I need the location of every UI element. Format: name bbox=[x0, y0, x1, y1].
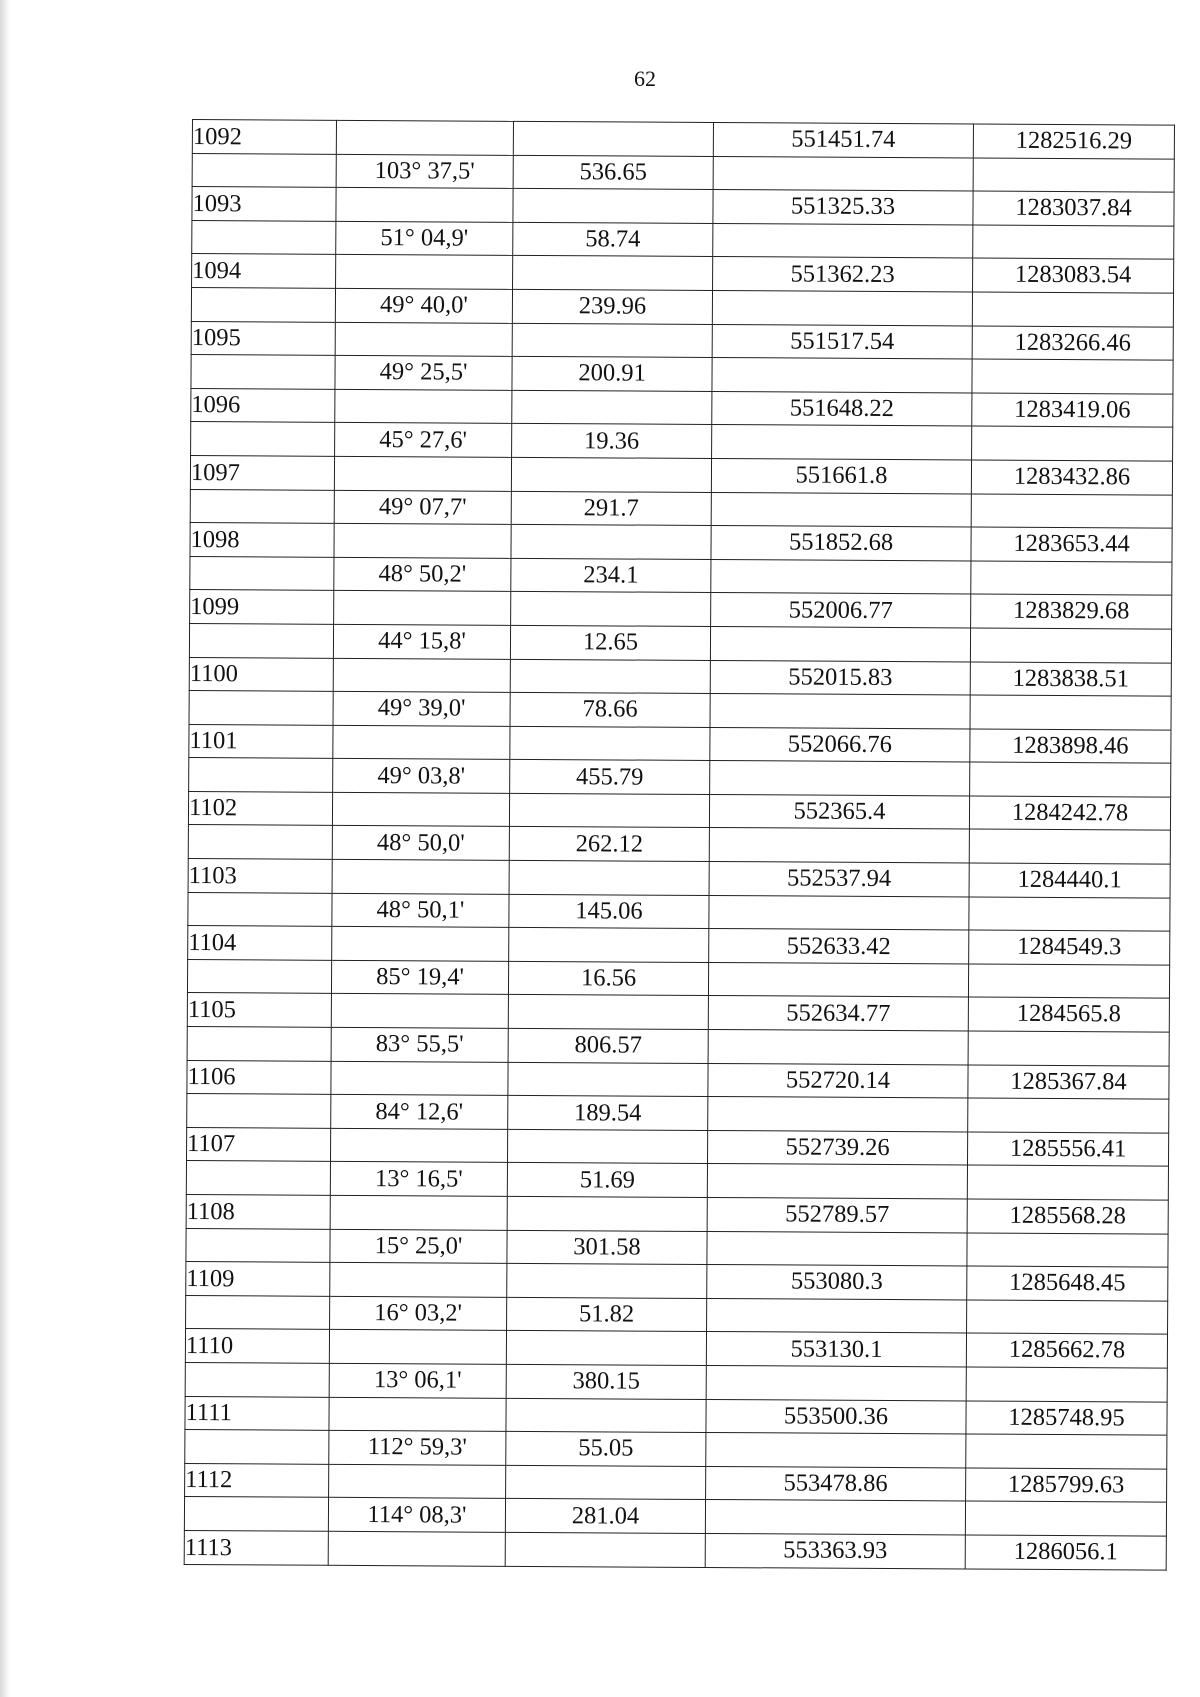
segment-row bbox=[189, 691, 1171, 730]
point-number-cell: 1102 bbox=[188, 791, 332, 825]
x-coordinate-cell: 552015.83 bbox=[710, 660, 970, 695]
segment-row bbox=[186, 1295, 1168, 1334]
y-coordinate-cell bbox=[967, 1300, 1168, 1335]
direction-angle-cell: 51° 04,9' bbox=[336, 221, 513, 256]
y-coordinate-cell: 1283898.46 bbox=[970, 729, 1171, 764]
direction-angle-cell bbox=[330, 1263, 507, 1298]
y-coordinate-cell: 1285367.84 bbox=[968, 1065, 1169, 1100]
point-number-cell: 1097 bbox=[190, 455, 334, 489]
direction-angle-cell bbox=[330, 1128, 507, 1163]
point-number-cell bbox=[190, 556, 334, 590]
direction-angle-cell bbox=[335, 322, 512, 357]
x-coordinate-cell bbox=[711, 492, 971, 527]
segment-row bbox=[191, 422, 1173, 461]
segment-row bbox=[185, 1430, 1167, 1469]
y-coordinate-cell: 1283037.84 bbox=[973, 191, 1174, 226]
y-coordinate-cell bbox=[971, 494, 1172, 529]
direction-angle-cell bbox=[333, 725, 510, 760]
point-number-cell: 1099 bbox=[190, 590, 334, 624]
point-row bbox=[185, 1463, 1167, 1502]
point-number-cell bbox=[189, 758, 333, 792]
segment-row bbox=[186, 1228, 1168, 1267]
direction-angle-cell bbox=[333, 658, 510, 693]
point-number-cell: 1098 bbox=[190, 523, 334, 557]
point-number-cell: 1113 bbox=[184, 1530, 328, 1564]
y-coordinate-cell: 1283838.51 bbox=[970, 661, 1171, 696]
distance-cell bbox=[513, 189, 713, 224]
distance-cell: 200.91 bbox=[512, 357, 712, 392]
distance-cell bbox=[510, 659, 710, 694]
page-number: 62 bbox=[634, 66, 656, 91]
point-number-cell: 1094 bbox=[192, 254, 336, 288]
y-coordinate-cell bbox=[972, 359, 1173, 394]
y-coordinate-cell: 1284440.1 bbox=[969, 863, 1170, 898]
y-coordinate-cell bbox=[972, 426, 1173, 461]
direction-angle-cell: 85° 19,4' bbox=[331, 960, 508, 995]
direction-angle-cell: 103° 37,5' bbox=[336, 154, 513, 189]
direction-angle-cell: 49° 07,7' bbox=[334, 490, 511, 525]
y-coordinate-cell bbox=[971, 561, 1172, 596]
distance-cell bbox=[512, 390, 712, 425]
y-coordinate-cell: 1284242.78 bbox=[969, 796, 1170, 831]
y-coordinate-cell bbox=[966, 1434, 1167, 1469]
segment-row bbox=[191, 355, 1173, 394]
point-row bbox=[192, 187, 1174, 226]
x-coordinate-cell bbox=[712, 425, 972, 460]
distance-cell: 16.56 bbox=[508, 961, 708, 996]
x-coordinate-cell: 551852.68 bbox=[711, 526, 971, 561]
distance-cell bbox=[509, 793, 709, 828]
y-coordinate-cell: 1285799.63 bbox=[966, 1468, 1167, 1503]
direction-angle-cell bbox=[336, 120, 513, 155]
segment-row bbox=[184, 1497, 1166, 1536]
distance-cell bbox=[509, 860, 709, 895]
point-number-cell bbox=[191, 422, 335, 456]
point-row bbox=[190, 455, 1172, 494]
direction-angle-cell bbox=[331, 1061, 508, 1096]
point-number-cell: 1096 bbox=[191, 388, 335, 422]
point-number-cell: 1108 bbox=[186, 1194, 330, 1228]
y-coordinate-cell: 1285648.45 bbox=[967, 1266, 1168, 1301]
x-coordinate-cell: 552789.57 bbox=[707, 1197, 967, 1232]
distance-cell bbox=[509, 928, 709, 963]
point-row bbox=[185, 1329, 1167, 1368]
segment-row bbox=[191, 287, 1173, 326]
direction-angle-cell bbox=[334, 523, 511, 558]
y-coordinate-cell bbox=[968, 964, 1169, 999]
y-coordinate-cell: 1283653.44 bbox=[971, 527, 1172, 562]
distance-cell: 51.82 bbox=[507, 1297, 707, 1332]
distance-cell bbox=[513, 121, 713, 156]
point-number-cell bbox=[187, 1027, 331, 1061]
distance-cell: 189.54 bbox=[508, 1096, 708, 1131]
x-coordinate-cell: 551661.8 bbox=[711, 458, 971, 493]
y-coordinate-cell bbox=[972, 292, 1173, 327]
distance-cell bbox=[507, 1129, 707, 1164]
y-coordinate-cell: 1285748.95 bbox=[966, 1401, 1167, 1436]
distance-cell: 239.96 bbox=[512, 289, 712, 324]
point-number-cell: 1092 bbox=[192, 120, 336, 154]
distance-cell bbox=[512, 323, 712, 358]
point-row bbox=[186, 1194, 1168, 1233]
y-coordinate-cell: 1285662.78 bbox=[966, 1333, 1167, 1368]
x-coordinate-cell bbox=[706, 1365, 966, 1400]
point-number-cell: 1110 bbox=[185, 1329, 329, 1363]
distance-cell: 536.65 bbox=[513, 155, 713, 190]
distance-cell bbox=[507, 1264, 707, 1299]
direction-angle-cell: 49° 40,0' bbox=[335, 288, 512, 323]
x-coordinate-cell: 551451.74 bbox=[713, 123, 973, 158]
direction-angle-cell: 44° 15,8' bbox=[333, 624, 510, 659]
point-number-cell bbox=[188, 892, 332, 926]
x-coordinate-cell bbox=[710, 626, 970, 661]
x-coordinate-cell: 551648.22 bbox=[712, 391, 972, 426]
y-coordinate-cell bbox=[967, 1165, 1168, 1200]
direction-angle-cell: 49° 39,0' bbox=[333, 691, 510, 726]
direction-angle-cell: 15° 25,0' bbox=[330, 1229, 507, 1264]
distance-cell bbox=[508, 995, 708, 1030]
y-coordinate-cell bbox=[969, 897, 1170, 932]
x-coordinate-cell bbox=[706, 1433, 966, 1468]
point-number-cell bbox=[189, 691, 333, 725]
distance-cell: 262.12 bbox=[509, 827, 709, 862]
y-coordinate-cell bbox=[968, 1031, 1169, 1066]
point-number-cell bbox=[191, 355, 335, 389]
direction-angle-cell: 16° 03,2' bbox=[330, 1296, 507, 1331]
point-row bbox=[191, 321, 1173, 360]
distance-cell: 380.15 bbox=[506, 1364, 706, 1399]
y-coordinate-cell: 1284565.8 bbox=[968, 997, 1169, 1032]
x-coordinate-cell bbox=[712, 358, 972, 393]
distance-cell: 234.1 bbox=[511, 558, 711, 593]
point-number-cell: 1106 bbox=[187, 1060, 331, 1094]
point-row bbox=[190, 523, 1172, 562]
x-coordinate-cell: 552066.76 bbox=[710, 727, 970, 762]
x-coordinate-cell: 551362.23 bbox=[713, 257, 973, 292]
direction-angle-cell: 114° 08,3' bbox=[328, 1498, 505, 1533]
point-number-cell bbox=[189, 623, 333, 657]
segment-row bbox=[189, 758, 1171, 797]
distance-cell bbox=[511, 524, 711, 559]
distance-cell: 12.65 bbox=[510, 625, 710, 660]
x-coordinate-cell: 553478.86 bbox=[706, 1466, 966, 1501]
coordinates-table bbox=[184, 119, 1175, 1570]
segment-row bbox=[188, 825, 1170, 864]
point-row bbox=[184, 1530, 1166, 1569]
segment-row bbox=[190, 556, 1172, 595]
distance-cell bbox=[506, 1398, 706, 1433]
point-number-cell: 1105 bbox=[187, 993, 331, 1027]
y-coordinate-cell bbox=[973, 225, 1174, 260]
x-coordinate-cell bbox=[708, 1097, 968, 1132]
direction-angle-cell: 48° 50,2' bbox=[334, 557, 511, 592]
x-coordinate-cell: 552365.4 bbox=[709, 794, 969, 829]
x-coordinate-cell bbox=[713, 223, 973, 258]
segment-row bbox=[187, 959, 1169, 998]
coordinates-table-body bbox=[184, 120, 1174, 1570]
distance-cell: 455.79 bbox=[510, 760, 710, 795]
point-number-cell bbox=[185, 1362, 329, 1396]
point-number-cell bbox=[186, 1228, 330, 1262]
distance-cell: 301.58 bbox=[507, 1230, 707, 1265]
point-row bbox=[190, 590, 1172, 629]
distance-cell: 51.69 bbox=[507, 1163, 707, 1198]
y-coordinate-cell bbox=[973, 158, 1174, 193]
point-row bbox=[186, 1127, 1168, 1166]
x-coordinate-cell bbox=[710, 694, 970, 729]
x-coordinate-cell: 552006.77 bbox=[711, 593, 971, 628]
direction-angle-cell: 112° 59,3' bbox=[329, 1430, 506, 1465]
x-coordinate-cell bbox=[707, 1298, 967, 1333]
direction-angle-cell bbox=[328, 1531, 505, 1566]
direction-angle-cell bbox=[329, 1330, 506, 1365]
distance-cell: 78.66 bbox=[510, 692, 710, 727]
x-coordinate-cell bbox=[713, 156, 973, 191]
x-coordinate-cell bbox=[707, 1164, 967, 1199]
direction-angle-cell: 48° 50,1' bbox=[332, 893, 509, 928]
segment-row bbox=[185, 1362, 1167, 1401]
x-coordinate-cell: 552537.94 bbox=[709, 862, 969, 897]
distance-cell bbox=[513, 256, 713, 291]
y-coordinate-cell: 1283829.68 bbox=[971, 594, 1172, 629]
direction-angle-cell bbox=[334, 456, 511, 491]
y-coordinate-cell: 1282516.29 bbox=[973, 124, 1174, 159]
point-number-cell bbox=[188, 825, 332, 859]
segment-row bbox=[192, 153, 1174, 192]
y-coordinate-cell bbox=[970, 628, 1171, 663]
point-number-cell: 1112 bbox=[185, 1463, 329, 1497]
segment-row bbox=[187, 1027, 1169, 1066]
y-coordinate-cell: 1283266.46 bbox=[972, 326, 1173, 361]
point-number-cell bbox=[192, 220, 336, 254]
point-number-cell bbox=[192, 153, 336, 187]
point-number-cell: 1109 bbox=[186, 1262, 330, 1296]
x-coordinate-cell: 552720.14 bbox=[708, 1063, 968, 1098]
direction-angle-cell bbox=[331, 994, 508, 1029]
direction-angle-cell: 13° 16,5' bbox=[330, 1162, 507, 1197]
x-coordinate-cell bbox=[712, 290, 972, 325]
point-number-cell: 1101 bbox=[189, 724, 333, 758]
segment-row bbox=[190, 489, 1172, 528]
point-row bbox=[188, 791, 1170, 830]
distance-cell: 55.05 bbox=[506, 1431, 706, 1466]
distance-cell: 58.74 bbox=[513, 222, 713, 257]
point-number-cell bbox=[187, 1094, 331, 1128]
distance-cell bbox=[510, 726, 710, 761]
y-coordinate-cell bbox=[969, 829, 1170, 864]
x-coordinate-cell bbox=[710, 761, 970, 796]
y-coordinate-cell bbox=[970, 762, 1171, 797]
x-coordinate-cell: 553363.93 bbox=[705, 1533, 965, 1568]
point-row bbox=[191, 388, 1173, 427]
distance-cell bbox=[505, 1532, 705, 1567]
x-coordinate-cell: 552633.42 bbox=[709, 929, 969, 964]
direction-angle-cell: 49° 25,5' bbox=[335, 355, 512, 390]
point-row bbox=[186, 1262, 1168, 1301]
direction-angle-cell: 13° 06,1' bbox=[329, 1363, 506, 1398]
segment-row bbox=[188, 892, 1170, 931]
y-coordinate-cell bbox=[965, 1501, 1166, 1536]
direction-angle-cell bbox=[332, 927, 509, 962]
point-number-cell: 1104 bbox=[188, 926, 332, 960]
distance-cell bbox=[506, 1331, 706, 1366]
distance-cell bbox=[511, 592, 711, 627]
distance-cell: 291.7 bbox=[511, 491, 711, 526]
x-coordinate-cell: 551325.33 bbox=[713, 190, 973, 225]
distance-cell bbox=[507, 1196, 707, 1231]
point-number-cell bbox=[186, 1161, 330, 1195]
x-coordinate-cell bbox=[707, 1231, 967, 1266]
x-coordinate-cell bbox=[709, 828, 969, 863]
point-number-cell bbox=[191, 287, 335, 321]
point-number-cell bbox=[184, 1497, 328, 1531]
point-row bbox=[189, 724, 1171, 763]
point-row bbox=[192, 254, 1174, 293]
direction-angle-cell bbox=[335, 389, 512, 424]
distance-cell: 145.06 bbox=[509, 894, 709, 929]
direction-angle-cell bbox=[332, 859, 509, 894]
point-row bbox=[187, 993, 1169, 1032]
y-coordinate-cell: 1283419.06 bbox=[972, 393, 1173, 428]
point-row bbox=[189, 657, 1171, 696]
direction-angle-cell: 83° 55,5' bbox=[331, 1027, 508, 1062]
direction-angle-cell: 84° 12,6' bbox=[331, 1095, 508, 1130]
distance-cell bbox=[506, 1465, 706, 1500]
point-number-cell bbox=[187, 959, 331, 993]
direction-angle-cell: 49° 03,8' bbox=[333, 759, 510, 794]
point-row bbox=[192, 120, 1174, 159]
point-number-cell: 1111 bbox=[185, 1396, 329, 1430]
y-coordinate-cell: 1285568.28 bbox=[967, 1199, 1168, 1234]
direction-angle-cell bbox=[330, 1195, 507, 1230]
distance-cell: 19.36 bbox=[512, 424, 712, 459]
x-coordinate-cell: 553080.3 bbox=[707, 1265, 967, 1300]
y-coordinate-cell: 1286056.1 bbox=[965, 1535, 1166, 1570]
y-coordinate-cell bbox=[968, 1098, 1169, 1133]
x-coordinate-cell: 553130.1 bbox=[706, 1332, 966, 1367]
scan-edge-shadow bbox=[0, 0, 10, 1697]
y-coordinate-cell: 1283083.54 bbox=[973, 258, 1174, 293]
distance-cell bbox=[508, 1062, 708, 1097]
point-row bbox=[188, 859, 1170, 898]
y-coordinate-cell: 1285556.41 bbox=[967, 1132, 1168, 1167]
direction-angle-cell bbox=[334, 591, 511, 626]
direction-angle-cell: 45° 27,6' bbox=[335, 423, 512, 458]
direction-angle-cell bbox=[329, 1464, 506, 1499]
y-coordinate-cell: 1283432.86 bbox=[971, 460, 1172, 495]
direction-angle-cell: 48° 50,0' bbox=[332, 826, 509, 861]
point-row bbox=[188, 926, 1170, 965]
point-number-cell: 1107 bbox=[186, 1127, 330, 1161]
x-coordinate-cell: 552634.77 bbox=[708, 996, 968, 1031]
x-coordinate-cell bbox=[708, 962, 968, 997]
point-number-cell bbox=[190, 489, 334, 523]
y-coordinate-cell bbox=[967, 1233, 1168, 1268]
point-number-cell: 1100 bbox=[189, 657, 333, 691]
coordinates-table-wrapper bbox=[184, 119, 1174, 1570]
distance-cell: 806.57 bbox=[508, 1028, 708, 1063]
distance-cell bbox=[511, 457, 711, 492]
y-coordinate-cell bbox=[970, 695, 1171, 730]
y-coordinate-cell: 1284549.3 bbox=[969, 930, 1170, 965]
point-number-cell: 1103 bbox=[188, 859, 332, 893]
x-coordinate-cell bbox=[708, 1030, 968, 1065]
direction-angle-cell bbox=[336, 255, 513, 290]
point-number-cell: 1093 bbox=[192, 187, 336, 221]
x-coordinate-cell: 552739.26 bbox=[707, 1130, 967, 1165]
point-number-cell: 1095 bbox=[191, 321, 335, 355]
distance-cell: 281.04 bbox=[505, 1499, 705, 1534]
x-coordinate-cell bbox=[709, 895, 969, 930]
direction-angle-cell bbox=[332, 792, 509, 827]
point-row bbox=[185, 1396, 1167, 1435]
x-coordinate-cell: 553500.36 bbox=[706, 1399, 966, 1434]
segment-row bbox=[187, 1094, 1169, 1133]
x-coordinate-cell bbox=[711, 559, 971, 594]
direction-angle-cell bbox=[336, 188, 513, 223]
y-coordinate-cell bbox=[966, 1367, 1167, 1402]
x-coordinate-cell: 551517.54 bbox=[712, 324, 972, 359]
point-number-cell bbox=[186, 1295, 330, 1329]
point-number-cell bbox=[185, 1430, 329, 1464]
segment-row bbox=[192, 220, 1174, 259]
x-coordinate-cell bbox=[705, 1500, 965, 1535]
segment-row bbox=[186, 1161, 1168, 1200]
point-row bbox=[187, 1060, 1169, 1099]
segment-row bbox=[189, 623, 1171, 662]
direction-angle-cell bbox=[329, 1397, 506, 1432]
